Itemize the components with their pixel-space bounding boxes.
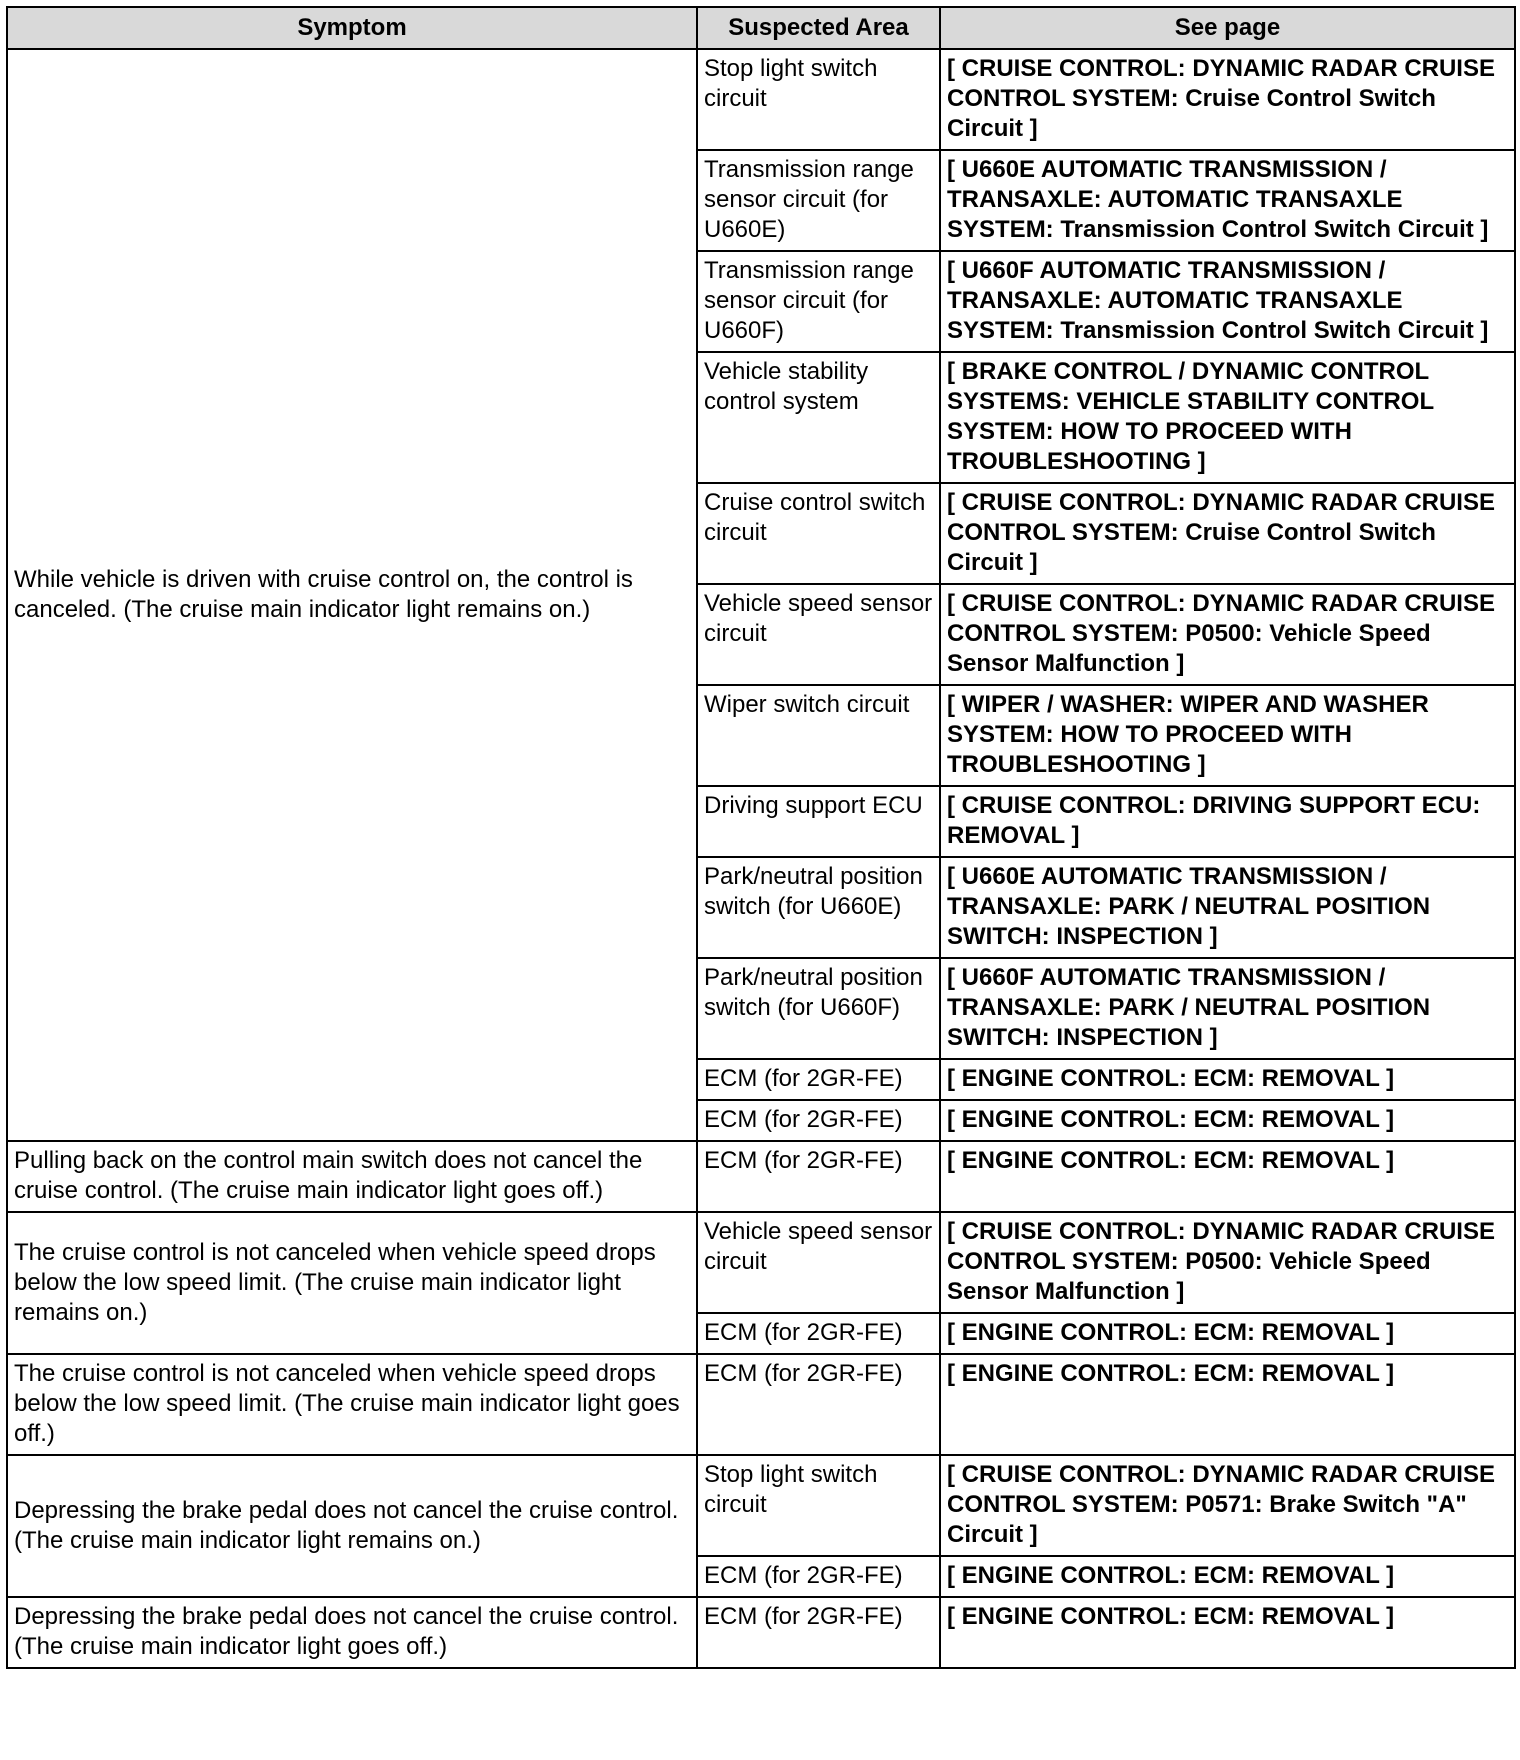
see-page-link[interactable]: [ CRUISE CONTROL: DYNAMIC RADAR CRUISE CONTROL SYSTEM: P0500: Vehicle Speed Sensor Malfunction ] <box>940 1212 1515 1313</box>
suspected-area-cell: Vehicle speed sensor circuit <box>697 1212 940 1313</box>
symptom-cell: The cruise control is not canceled when vehicle speed drops below the low speed limit. (The cruise main indicator light goes off.) <box>7 1354 697 1455</box>
table-row <box>7 1597 1515 1668</box>
suspected-area-cell: Stop light switch circuit <box>697 1455 940 1556</box>
table-row <box>7 49 1515 150</box>
see-page-link[interactable]: [ U660E AUTOMATIC TRANSMISSION / TRANSAXLE: AUTOMATIC TRANSAXLE SYSTEM: Transmission Control Switch Circuit ] <box>940 150 1515 251</box>
see-page-link[interactable]: [ ENGINE CONTROL: ECM: REMOVAL ] <box>940 1556 1515 1597</box>
table-body <box>7 49 1515 1668</box>
symptom-cell: Pulling back on the control main switch does not cancel the cruise control. (The cruise main indicator light goes off.) <box>7 1141 697 1212</box>
suspected-area-cell: Transmission range sensor circuit (for U660F) <box>697 251 940 352</box>
see-page-link[interactable]: [ ENGINE CONTROL: ECM: REMOVAL ] <box>940 1597 1515 1668</box>
see-page-link[interactable]: [ ENGINE CONTROL: ECM: REMOVAL ] <box>940 1313 1515 1354</box>
suspected-area-cell: Driving support ECU <box>697 786 940 857</box>
troubleshooting-table <box>6 6 1516 1669</box>
see-page-link[interactable]: [ ENGINE CONTROL: ECM: REMOVAL ] <box>940 1100 1515 1141</box>
see-page-link[interactable]: [ ENGINE CONTROL: ECM: REMOVAL ] <box>940 1059 1515 1100</box>
suspected-area-cell: ECM (for 2GR-FE) <box>697 1597 940 1668</box>
symptom-cell: Depressing the brake pedal does not cancel the cruise control. (The cruise main indicator light remains on.) <box>7 1455 697 1597</box>
suspected-area-cell: Cruise control switch circuit <box>697 483 940 584</box>
table-row <box>7 1354 1515 1455</box>
symptom-cell: Depressing the brake pedal does not cancel the cruise control. (The cruise main indicator light goes off.) <box>7 1597 697 1668</box>
suspected-area-cell: Vehicle stability control system <box>697 352 940 483</box>
suspected-area-cell: ECM (for 2GR-FE) <box>697 1100 940 1141</box>
see-page-link[interactable]: [ CRUISE CONTROL: DYNAMIC RADAR CRUISE CONTROL SYSTEM: Cruise Control Switch Circuit ] <box>940 49 1515 150</box>
see-page-link[interactable]: [ U660F AUTOMATIC TRANSMISSION / TRANSAXLE: PARK / NEUTRAL POSITION SWITCH: INSPECTION ] <box>940 958 1515 1059</box>
suspected-area-cell: ECM (for 2GR-FE) <box>697 1313 940 1354</box>
header-row <box>7 7 1515 49</box>
see-page-link[interactable]: [ CRUISE CONTROL: DYNAMIC RADAR CRUISE CONTROL SYSTEM: P0500: Vehicle Speed Sensor Malfunction ] <box>940 584 1515 685</box>
suspected-area-cell: ECM (for 2GR-FE) <box>697 1059 940 1100</box>
table-row <box>7 1455 1515 1556</box>
symptom-cell: The cruise control is not canceled when vehicle speed drops below the low speed limit. (The cruise main indicator light remains on.) <box>7 1212 697 1354</box>
see-page-link[interactable]: [ WIPER / WASHER: WIPER AND WASHER SYSTEM: HOW TO PROCEED WITH TROUBLESHOOTING ] <box>940 685 1515 786</box>
symptom-cell: While vehicle is driven with cruise control on, the control is canceled. (The cruise main indicator light remains on.) <box>7 49 697 1141</box>
document-page <box>6 6 1514 1669</box>
table-row <box>7 1212 1515 1313</box>
suspected-area-cell: Park/neutral position switch (for U660E) <box>697 857 940 958</box>
see-page-link[interactable]: [ CRUISE CONTROL: DRIVING SUPPORT ECU: REMOVAL ] <box>940 786 1515 857</box>
see-page-link[interactable]: [ ENGINE CONTROL: ECM: REMOVAL ] <box>940 1354 1515 1455</box>
see-page-link[interactable]: [ U660F AUTOMATIC TRANSMISSION / TRANSAXLE: AUTOMATIC TRANSAXLE SYSTEM: Transmission Control Switch Circuit ] <box>940 251 1515 352</box>
header-see-page: See page <box>940 7 1515 49</box>
suspected-area-cell: Vehicle speed sensor circuit <box>697 584 940 685</box>
suspected-area-cell: ECM (for 2GR-FE) <box>697 1354 940 1455</box>
see-page-link[interactable]: [ BRAKE CONTROL / DYNAMIC CONTROL SYSTEMS: VEHICLE STABILITY CONTROL SYSTEM: HOW TO PROCEED WITH TROUBLESHOOTING ] <box>940 352 1515 483</box>
see-page-link[interactable]: [ U660E AUTOMATIC TRANSMISSION / TRANSAXLE: PARK / NEUTRAL POSITION SWITCH: INSPECTION ] <box>940 857 1515 958</box>
suspected-area-cell: Wiper switch circuit <box>697 685 940 786</box>
suspected-area-cell: Transmission range sensor circuit (for U660E) <box>697 150 940 251</box>
suspected-area-cell: ECM (for 2GR-FE) <box>697 1556 940 1597</box>
header-suspected-area: Suspected Area <box>697 7 940 49</box>
see-page-link[interactable]: [ CRUISE CONTROL: DYNAMIC RADAR CRUISE CONTROL SYSTEM: P0571: Brake Switch "A" Circuit ] <box>940 1455 1515 1556</box>
suspected-area-cell: Park/neutral position switch (for U660F) <box>697 958 940 1059</box>
suspected-area-cell: Stop light switch circuit <box>697 49 940 150</box>
see-page-link[interactable]: [ CRUISE CONTROL: DYNAMIC RADAR CRUISE CONTROL SYSTEM: Cruise Control Switch Circuit ] <box>940 483 1515 584</box>
suspected-area-cell: ECM (for 2GR-FE) <box>697 1141 940 1212</box>
see-page-link[interactable]: [ ENGINE CONTROL: ECM: REMOVAL ] <box>940 1141 1515 1212</box>
table-row <box>7 1141 1515 1212</box>
header-symptom: Symptom <box>7 7 697 49</box>
